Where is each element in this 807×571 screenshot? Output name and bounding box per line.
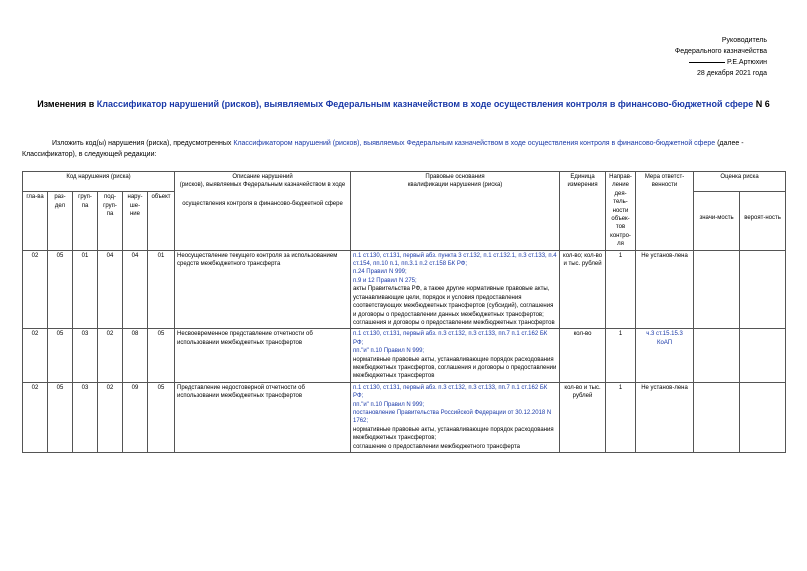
approval-date: 28 декабря 2021 года: [696, 70, 767, 77]
description-cell: Представление недостоверной отчетности об использовании межбюджетных трансфертов: [175, 382, 351, 452]
direction-cell: 1: [606, 382, 636, 452]
approval-block: [675, 35, 767, 79]
code-cell: 02: [23, 382, 48, 452]
legal-link[interactable]: п.1 ст.130, ст.131, первый абз. п.3 ст.132, п.3 ст.133, пп.7 п.1 ст.162 БК РФ;: [353, 384, 548, 400]
liability-text: Не установ-лена: [641, 252, 688, 259]
description-header-b: (рисков), выявляемых Федеральным казначейством в ходе: [179, 182, 346, 189]
legal-cell: [351, 382, 560, 452]
liability-header: Мера ответст-венности: [636, 172, 694, 251]
approval-role: Руководитель: [721, 37, 767, 44]
description-cell: Несвоевременное представление отчетности об использовании межбюджетных трансфертов: [175, 329, 351, 382]
intro-before: Изложить код(ы) нарушения (риска), предусмотренных: [52, 140, 234, 147]
title-suffix: N 6: [753, 99, 770, 109]
legal-link[interactable]: п.1 ст.130, ст.131, первый абз. пункта 3 ст.132, п.1 ст.132.1, п.3 ст.133, п.4 ст.154, пп.10 п.1, пп.3.1 п.2 ст.158 БК РФ;: [353, 252, 557, 268]
code-cell: 05: [48, 382, 73, 452]
risk-col-significance: значи-мость: [694, 192, 740, 250]
significance-cell: [694, 382, 740, 452]
unit-cell: кол-во; кол-во и тыс. рублей: [560, 250, 606, 329]
code-cell: 02: [23, 329, 48, 382]
description-header-c: осуществления контроля в финансово-бюджетной сфере: [182, 200, 343, 207]
intro-classifier-link[interactable]: Классификатором нарушений (рисков), выявляемых Федеральным казначейством в ходе осуществления контроля в финансово-бюджетной сфере: [233, 140, 716, 147]
risk-col-probability: вероят-ность: [740, 192, 786, 250]
violations-table: [22, 171, 786, 453]
table-row: [23, 329, 786, 382]
code-col-group: груп-па: [73, 192, 98, 250]
document-title: [20, 98, 787, 110]
code-cell: 05: [48, 250, 73, 329]
table-row: [23, 250, 786, 329]
table-body: [23, 250, 786, 452]
description-header: [175, 172, 351, 251]
direction-cell: 1: [606, 250, 636, 329]
title-prefix: Изменения в: [37, 99, 97, 109]
code-col-section: раз-дел: [48, 192, 73, 250]
legal-link[interactable]: постановление Правительства Российской Федерации от 30.12.2018 N 1762;: [353, 409, 552, 425]
unit-cell: кол-во и тыс. рублей: [560, 382, 606, 452]
legal-link[interactable]: пп."и" п.10 Правил N 999;: [353, 348, 425, 355]
legal-text: нормативные правовые акты, устанавливающие порядок расходования межбюджетных трансфертов, соглашения и договоры о предоставлении межбюджетных трансфертов: [353, 356, 557, 380]
code-cell: 03: [73, 329, 98, 382]
liability-cell: [636, 250, 694, 329]
code-cell: 04: [98, 250, 123, 329]
code-col-violation: нару-ше-ние: [123, 192, 148, 250]
approval-org: Федерального казначейства: [674, 48, 767, 55]
code-cell: 02: [23, 250, 48, 329]
unit-header-b: измерения: [567, 182, 598, 189]
approval-name: Р.Е.Артюхин: [727, 59, 767, 66]
code-cell: 01: [148, 250, 175, 329]
code-group-header: Код нарушения (риска): [23, 172, 175, 192]
description-header-a: Описание нарушений: [232, 174, 293, 180]
legal-text: соглашение о предоставлении межбюджетного трансферта: [353, 443, 520, 450]
probability-cell: [740, 382, 786, 452]
probability-cell: [740, 329, 786, 382]
liability-link[interactable]: ч.3 ст.15.15.3 КоАП: [646, 331, 683, 346]
legal-text: нормативные правовые акты, устанавливающие порядок расходования межбюджетных трансфертов;: [353, 426, 554, 442]
intro-after: (далее - Классификатор), в следующей редакции:: [22, 140, 744, 158]
liability-cell: [636, 329, 694, 382]
unit-header: [560, 172, 606, 251]
code-cell: 03: [73, 382, 98, 452]
code-cell: 05: [148, 329, 175, 382]
code-cell: 05: [48, 329, 73, 382]
unit-header-a: Единица: [570, 174, 595, 180]
code-cell: 04: [123, 250, 148, 329]
unit-cell: кол-во: [560, 329, 606, 382]
legal-header-b: квалификации нарушения (риска): [407, 182, 503, 189]
significance-cell: [694, 250, 740, 329]
classifier-link[interactable]: Классификатор нарушений (рисков), выявляемых Федеральным казначейством в ходе осуществления контроля в финансово-бюджетной сфере: [96, 99, 754, 109]
probability-cell: [740, 250, 786, 329]
legal-header-a: Правовые основания: [425, 174, 485, 180]
code-col-chapter: гла-ва: [23, 192, 48, 250]
code-cell: 02: [98, 382, 123, 452]
direction-cell: 1: [606, 329, 636, 382]
risk-group-header: Оценка риска: [694, 172, 786, 192]
code-col-subgroup: под-груп-па: [98, 192, 123, 250]
code-cell: 05: [148, 382, 175, 452]
code-cell: 09: [123, 382, 148, 452]
table-row: [23, 382, 786, 452]
legal-header: [351, 172, 560, 251]
legal-cell: [351, 250, 560, 329]
legal-link[interactable]: п.24 Правил N 999;: [353, 269, 407, 276]
significance-cell: [694, 329, 740, 382]
legal-text: акты Правительства РФ, а также другие нормативные правовые акты, устанавливающие цели, порядок и условия предоставления соответствующих межбюджетных трансфертов (субсидий), соглашения и договоры о предоставлении данных межбюджетных трансфертов; соглашения и договоры о предоставлении межбюджетных трансфертов: [353, 286, 555, 326]
liability-text: Не установ-лена: [641, 384, 688, 391]
legal-link[interactable]: п.1 ст.130, ст.131, первый абз. п.3 ст.132, п.3 ст.133, пп.7 п.1 ст.162 БК РФ;: [353, 331, 548, 346]
description-cell: Неосуществление текущего контроля за использованием средств межбюджетного трансферта: [175, 250, 351, 329]
code-cell: 02: [98, 329, 123, 382]
legal-link[interactable]: пп."и" п.10 Правил N 999;: [353, 401, 425, 408]
liability-cell: [636, 382, 694, 452]
direction-header: Направ-ление дея-тель-ности объек-тов контро-ля: [606, 172, 636, 251]
legal-link[interactable]: п.9 и 12 Правил N 275;: [353, 277, 417, 284]
approval-signature: [675, 57, 767, 68]
code-cell: 08: [123, 329, 148, 382]
intro-paragraph: [22, 138, 785, 160]
code-col-object: объект: [148, 192, 175, 250]
signature-line: [689, 62, 725, 63]
legal-cell: [351, 329, 560, 382]
code-cell: 01: [73, 250, 98, 329]
